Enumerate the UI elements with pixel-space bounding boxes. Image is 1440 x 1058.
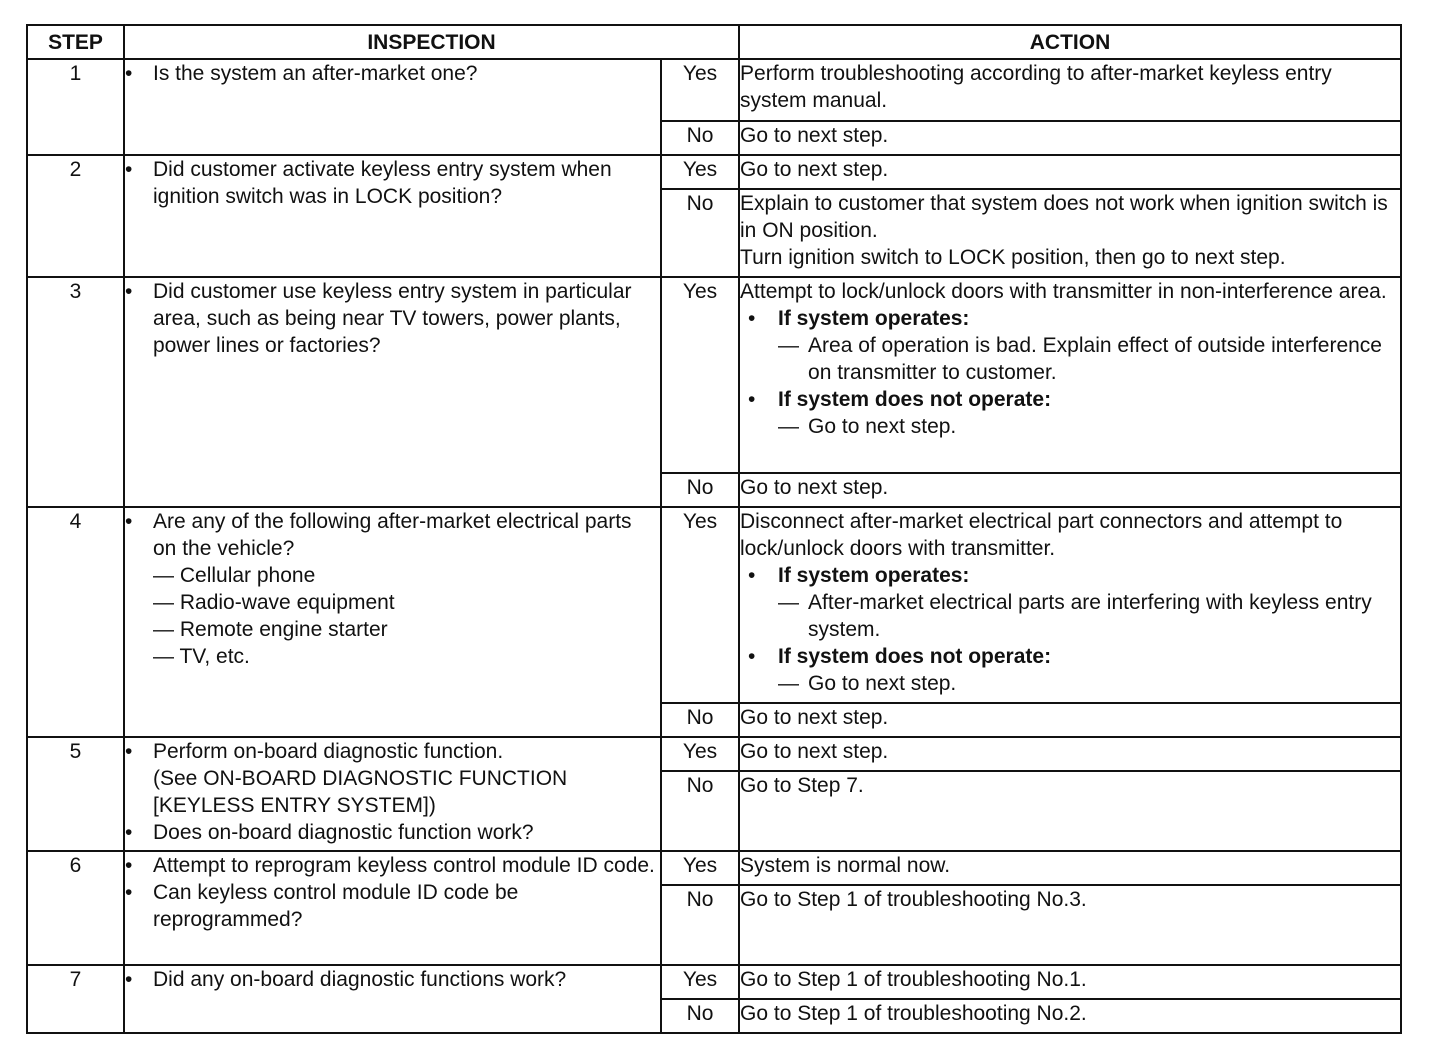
action-yes <box>739 507 1401 703</box>
inspection-item <box>125 508 660 670</box>
inspection-subitem: — Radio-wave equipment <box>153 591 395 614</box>
action-intro: Attempt to lock/unlock doors with transmitter in non-interference area. <box>740 280 1387 303</box>
inspection-item: • Did any on-board diagnostic functions work? <box>125 966 660 993</box>
subitem-text: Radio-wave equipment <box>179 591 395 614</box>
troubleshooting-table <box>26 24 1402 1034</box>
action-no: Go to next step. <box>739 703 1401 737</box>
inspection-cell <box>124 965 661 1033</box>
inspection-text: • Perform on-board diagnostic function. <box>153 740 504 763</box>
step-number: 7 <box>27 965 124 1033</box>
inspection-item <box>125 738 660 819</box>
step-7-yes-row <box>27 965 1401 999</box>
no-label: No <box>661 121 739 155</box>
action-yes: Go to next step. <box>739 155 1401 189</box>
condition-operates: • If system operates: <box>748 305 1400 332</box>
inspection-reference: (See ON-BOARD DIAGNOSTIC FUNCTION [KEYLESS ENTRY SYSTEM]) <box>153 767 568 817</box>
header-action: ACTION <box>739 25 1401 59</box>
yes-label: Yes <box>661 277 739 473</box>
subitem-text: TV, etc. <box>179 645 250 668</box>
condition-detail: — Go to next step. <box>778 670 1400 697</box>
yes-label: Yes <box>661 507 739 703</box>
no-label: No <box>661 189 739 277</box>
inspection-item: • Did customer activate keyless entry system when ignition switch was in LOCK position? <box>125 156 660 210</box>
step-number: 2 <box>27 155 124 277</box>
action-yes <box>739 277 1401 473</box>
inspection-item: • Attempt to reprogram keyless control module ID code. <box>125 852 660 879</box>
inspection-subitem: — TV, etc. <box>153 645 250 668</box>
step-3-yes-row <box>27 277 1401 473</box>
no-label: No <box>661 771 739 851</box>
yes-label: Yes <box>661 737 739 771</box>
action-line: Explain to customer that system does not work when ignition switch is in ON position. <box>740 192 1388 242</box>
action-no: Go to Step 1 of troubleshooting No.3. <box>739 885 1401 965</box>
no-label: No <box>661 885 739 965</box>
inspection-item: • Does on-board diagnostic function work? <box>125 819 660 846</box>
subitem-text: Cellular phone <box>179 564 316 587</box>
action-yes: Go to Step 1 of troubleshooting No.1. <box>739 965 1401 999</box>
action-no <box>739 189 1401 277</box>
step-number: 1 <box>27 59 124 155</box>
yes-label: Yes <box>661 851 739 885</box>
inspection-cell <box>124 59 661 155</box>
yes-label: Yes <box>661 155 739 189</box>
condition-detail: — Area of operation is bad. Explain effect of outside interference on transmitter to customer. <box>778 332 1400 386</box>
condition-not-operates: • If system does not operate: <box>748 643 1400 670</box>
no-label: No <box>661 703 739 737</box>
step-5-yes-row <box>27 737 1401 771</box>
action-intro: Disconnect after-market electrical part connectors and attempt to lock/unlock doors with transmitter. <box>740 510 1343 560</box>
action-no: Go to next step. <box>739 473 1401 507</box>
yes-label: Yes <box>661 965 739 999</box>
step-2-yes-row <box>27 155 1401 189</box>
inspection-cell <box>124 507 661 737</box>
action-line: Turn ignition switch to LOCK position, then go to next step. <box>740 246 1286 269</box>
step-number: 5 <box>27 737 124 851</box>
condition-detail: — After-market electrical parts are interfering with keyless entry system. <box>778 589 1400 643</box>
action-no: Go to next step. <box>739 121 1401 155</box>
step-number: 3 <box>27 277 124 507</box>
header-row <box>27 25 1401 59</box>
inspection-subitem: — Cellular phone <box>153 564 316 587</box>
inspection-cell <box>124 155 661 277</box>
inspection-cell <box>124 851 661 965</box>
inspection-item: • Did customer use keyless entry system in particular area, such as being near TV towers, power plants, power lines or factories? <box>125 278 660 359</box>
action-yes: System is normal now. <box>739 851 1401 885</box>
header-step: STEP <box>27 25 124 59</box>
action-no: Go to Step 1 of troubleshooting No.2. <box>739 999 1401 1033</box>
step-4-yes-row <box>27 507 1401 703</box>
action-no: Go to Step 7. <box>739 771 1401 851</box>
subitem-text: Remote engine starter <box>179 618 388 641</box>
inspection-item: • Can keyless control module ID code be reprogrammed? <box>125 879 660 933</box>
inspection-item: • Is the system an after-market one? <box>125 60 660 87</box>
condition-operates: • If system operates: <box>748 562 1400 589</box>
header-inspection: INSPECTION <box>124 25 739 59</box>
no-label: No <box>661 999 739 1033</box>
inspection-question: • Are any of the following after-market electrical parts on the vehicle? <box>153 510 632 560</box>
step-number: 4 <box>27 507 124 737</box>
condition-not-operates: • If system does not operate: <box>748 386 1400 413</box>
step-1-yes-row <box>27 59 1401 121</box>
yes-label: Yes <box>661 59 739 121</box>
action-yes: Go to next step. <box>739 737 1401 771</box>
action-yes: Perform troubleshooting according to after-market keyless entry system manual. <box>739 59 1401 121</box>
no-label: No <box>661 473 739 507</box>
step-number: 6 <box>27 851 124 965</box>
step-6-yes-row <box>27 851 1401 885</box>
inspection-cell <box>124 277 661 507</box>
inspection-subitem: — Remote engine starter <box>153 618 388 641</box>
condition-detail: — Go to next step. <box>778 413 1400 440</box>
inspection-cell <box>124 737 661 851</box>
